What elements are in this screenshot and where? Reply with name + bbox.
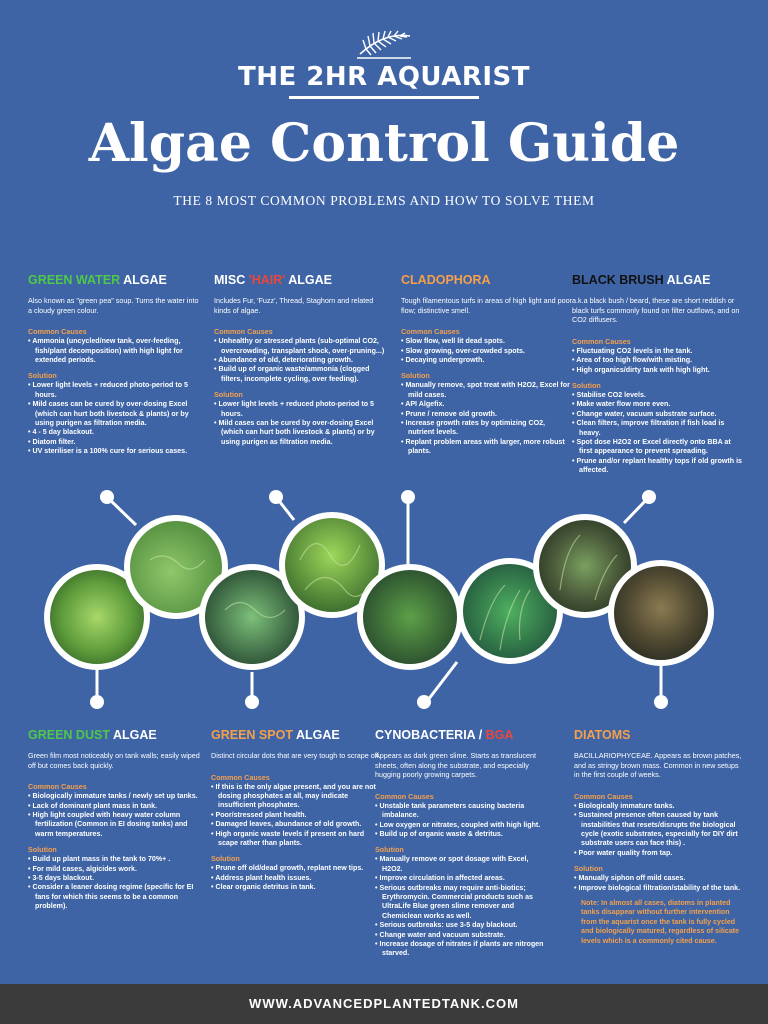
heading-highlight: 'HAIR' bbox=[248, 273, 286, 287]
list-item: • Serious outbreaks may require anti-biotics; Erythromycin. Commercial products such as UltraLife Blue green slime remover and Chemiclean works as well. bbox=[375, 884, 547, 922]
list-item: • If this is the only algae present, and you are not dosing phosphates at all, may indicate insufficient phosphates. bbox=[211, 783, 383, 811]
heading-highlight: BLACK BRUSH bbox=[572, 273, 664, 287]
heading-highlight: BGA bbox=[485, 728, 514, 742]
list-item: • Prune off old/dead growth, replant new tips. bbox=[211, 864, 383, 873]
connector-dot bbox=[417, 695, 431, 709]
list-item: • Increase growth rates by optimizing CO2, nutrient levels. bbox=[401, 419, 573, 438]
cladophora-photo bbox=[360, 567, 460, 667]
causes-list bbox=[28, 792, 200, 839]
list-item: • Lower light levels + reduced photo-period to 5 hours. bbox=[28, 381, 200, 400]
section-intro: a.k.a black bush / beard, these are short reddish or black turfs commonly found on filter outflows, and on CO2 diffusers. bbox=[572, 296, 740, 325]
list-item: • Mild cases can be cured by over-dosing Excel (which can hurt both livestock & plants) or by using purigen as filtration media. bbox=[28, 400, 200, 428]
list-item: • Prune and/or replant healthy tops if old growth is affected. bbox=[572, 457, 744, 476]
section-intro: Includes Fur, 'Fuzz', Thread, Staghorn and related kinds of algae. bbox=[214, 296, 374, 315]
connector-dot bbox=[401, 490, 415, 504]
connector-line bbox=[428, 662, 457, 700]
list-item: • High organic waste levels if present on hard scape rather than plants. bbox=[211, 830, 383, 849]
footer-url[interactable]: WWW.ADVANCEDPLANTEDTANK.COM bbox=[0, 984, 768, 1024]
heading-text: MISC bbox=[214, 273, 249, 287]
list-item: • Biologically immature tanks / newly set up tanks. bbox=[28, 792, 200, 801]
section-diatoms bbox=[574, 727, 746, 946]
list-item: • Manually siphon off mild cases. bbox=[574, 874, 746, 883]
heading-text: ALGAE bbox=[663, 273, 711, 287]
list-item: • Slow growing, over-crowded spots. bbox=[401, 347, 573, 356]
causes-label: Common Causes bbox=[214, 327, 273, 337]
causes-list bbox=[574, 802, 746, 858]
heading-text: CYNOBACTERIA / bbox=[375, 728, 486, 742]
list-item: • Change water and vacuum substrate. bbox=[375, 931, 547, 940]
causes-label: Common Causes bbox=[28, 782, 87, 792]
section-heading bbox=[375, 727, 547, 743]
list-item: • Replant problem areas with larger, more robust plants. bbox=[401, 438, 573, 457]
causes-label: Common Causes bbox=[211, 772, 270, 782]
section-heading bbox=[211, 727, 383, 743]
diatoms-note: Note: In almost all cases, diatoms in planted tanks disappear without further intervention from the aquarist once the tank is fully cycled and biologically matured, regardless of silicate levels which is a commonly cited cause. bbox=[581, 899, 740, 945]
list-item: • UV steriliser is a 100% cure for serious cases. bbox=[28, 447, 200, 456]
solution-label: Solution bbox=[28, 845, 57, 855]
list-item: • Fluctuating CO2 levels in the tank. bbox=[572, 347, 744, 356]
section-heading bbox=[574, 727, 746, 743]
brand-name: THE 2HR AQUARIST bbox=[237, 62, 531, 92]
list-item: • Abundance of old, deteriorating growth. bbox=[214, 356, 386, 365]
connector-dot bbox=[642, 490, 656, 504]
solutions-list bbox=[574, 874, 746, 893]
list-item: • Improve circulation in affected areas. bbox=[375, 874, 547, 883]
heading-highlight: CLADOPHORA bbox=[401, 273, 491, 287]
list-item: • Change water, vacuum substrate surface. bbox=[572, 410, 744, 419]
list-item: • Clean filters, improve filtration if fish load is heavy. bbox=[572, 419, 744, 438]
connector-dot bbox=[100, 490, 114, 504]
list-item: • Decaying undergrowth. bbox=[401, 356, 573, 365]
causes-label: Common Causes bbox=[401, 327, 460, 337]
section-cyanobacteria bbox=[375, 727, 547, 959]
solutions-list bbox=[28, 855, 200, 911]
diatoms-photo bbox=[611, 563, 711, 663]
section-intro: Also known as "green pea" soup. Turns the water into a cloudy green colour. bbox=[28, 296, 199, 315]
list-item: • Biologically immature tanks. bbox=[574, 802, 746, 811]
heading-text: ALGAE bbox=[285, 273, 332, 287]
list-item: • Increase dosage of nitrates if plants are nitrogen starved. bbox=[375, 940, 547, 959]
list-item: • Diatom filter. bbox=[28, 438, 200, 447]
list-item: • API Algefix. bbox=[401, 400, 573, 409]
connector-dot bbox=[245, 695, 259, 709]
list-item: • Build up plant mass in the tank to 70%+ . bbox=[28, 855, 200, 864]
solution-label: Solution bbox=[28, 371, 57, 381]
page-subtitle: THE 8 MOST COMMON PROBLEMS AND HOW TO SOLVE THEM bbox=[173, 193, 595, 208]
list-item: • Serious outbreaks: use 3-5 day blackout. bbox=[375, 921, 547, 930]
causes-label: Common Causes bbox=[375, 791, 434, 801]
list-item: • Sustained presence often caused by tank instabilities that resets/disrupts the biological cycle (exotic substrates, especially for DIY dirt substrate users can face this) . bbox=[574, 811, 746, 849]
list-item: • Poor water quality from tap. bbox=[574, 849, 746, 858]
list-item: • Ammonia (uncycled/new tank, over-feeding, fish/plant decomposition) with high light for extended periods. bbox=[28, 337, 200, 365]
list-item: • Address plant health issues. bbox=[211, 874, 383, 883]
causes-list bbox=[211, 783, 383, 849]
list-item: • Improve biological filtration/stability of the tank. bbox=[574, 884, 746, 893]
list-item: • Unhealthy or stressed plants (sub-optimal CO2, overcrowding, transplant shock, over-pruning...) bbox=[214, 337, 386, 356]
section-intro: Tough filamentous turfs in areas of high light and poor flow; distinctive smell. bbox=[401, 296, 573, 315]
list-item: • Spot dose H2O2 or Excel directly onto BBA at first appearance to prevent spreading. bbox=[572, 438, 744, 457]
section-intro: Distinct circular dots that are very tough to scrape off. bbox=[211, 751, 381, 760]
section-green-spot bbox=[211, 727, 383, 893]
causes-list bbox=[375, 802, 547, 840]
page-title: Algae Control Guide bbox=[88, 113, 680, 174]
list-item: • High organics/dirty tank with high light. bbox=[572, 366, 744, 375]
heading-highlight: DIATOMS bbox=[574, 728, 631, 742]
list-item: • Consider a leaner dosing regime (specific for EI fans for which this seems to be a common problem). bbox=[28, 883, 200, 911]
list-item: • Poor/stressed plant health. bbox=[211, 811, 383, 820]
connector-dot bbox=[269, 490, 283, 504]
connector-dot bbox=[90, 695, 104, 709]
solutions-list bbox=[211, 864, 383, 892]
list-item: • For mild cases, algicides work. bbox=[28, 865, 200, 874]
causes-label: Common Causes bbox=[572, 336, 631, 346]
list-item: • Build up of organic waste/ammonia (clogged filters, incomplete cycling, over feeding). bbox=[214, 365, 386, 384]
list-item: • Manually remove, spot treat with H2O2, Excel for mild cases. bbox=[401, 381, 573, 400]
list-item: • 4 - 5 day blackout. bbox=[28, 428, 200, 437]
section-intro: Appears as dark green slime. Starts as translucent sheets, often along the substrate, and especially hugging poorly growing carpets. bbox=[375, 751, 536, 780]
list-item: • Damaged leaves, abundance of old growth. bbox=[211, 820, 383, 829]
list-item: • Build up of organic waste & detritus. bbox=[375, 830, 547, 839]
list-item: • Lack of dominant plant mass in tank. bbox=[28, 802, 200, 811]
list-item: • Unstable tank parameters causing bacteria imbalance. bbox=[375, 802, 547, 821]
list-item: • Make water flow more even. bbox=[572, 400, 744, 409]
section-heading bbox=[28, 727, 200, 743]
causes-label: Common Causes bbox=[574, 791, 633, 801]
heading-highlight: GREEN SPOT bbox=[211, 728, 293, 742]
solution-label: Solution bbox=[214, 390, 243, 400]
list-item: • High light coupled with heavy water column fertilization (Common in EI dosing tanks) and warm temperatures. bbox=[28, 811, 200, 839]
solutions-list bbox=[375, 855, 547, 958]
connector-dot bbox=[654, 695, 668, 709]
list-item: • Slow flow, well lit dead spots. bbox=[401, 337, 573, 346]
section-green-dust bbox=[28, 727, 200, 912]
section-intro: BACILLARIOPHYCEAE. Appears as brown patches, and as stringy brown mass. Common in new setups in the first couple of weeks. bbox=[574, 751, 742, 780]
list-item: • Lower light levels + reduced photo-period to 5 hours. bbox=[214, 400, 386, 419]
heading-text: ALGAE bbox=[292, 728, 340, 742]
causes-label: Common Causes bbox=[28, 327, 87, 337]
list-item: • Area of too high flow/with misting. bbox=[572, 356, 744, 365]
heading-text: ALGAE bbox=[109, 728, 157, 742]
heading-text: ALGAE bbox=[120, 273, 167, 287]
list-item: • Stabilise CO2 levels. bbox=[572, 391, 744, 400]
solution-label: Solution bbox=[375, 845, 404, 855]
section-intro: Green film most noticeably on tank walls; easily wiped off but comes back quickly. bbox=[28, 751, 200, 770]
list-item: • Mild cases can be cured by over-dosing Excel (which can hurt both livestock & plants) or by using purigen as filtration media. bbox=[214, 419, 386, 447]
solution-label: Solution bbox=[211, 854, 240, 864]
list-item: • 3-5 days blackout. bbox=[28, 874, 200, 883]
solution-label: Solution bbox=[401, 371, 430, 381]
heading-highlight: GREEN WATER bbox=[28, 273, 121, 287]
list-item: • Clear organic detritus in tank. bbox=[211, 883, 383, 892]
solution-label: Solution bbox=[574, 864, 603, 874]
solution-label: Solution bbox=[572, 381, 601, 390]
list-item: • Prune / remove old growth. bbox=[401, 410, 573, 419]
list-item: • Manually remove or spot dosage with Excel, H2O2. bbox=[375, 855, 547, 874]
heading-highlight: GREEN DUST bbox=[28, 728, 110, 742]
list-item: • Low oxygen or nitrates, coupled with high light. bbox=[375, 821, 547, 830]
